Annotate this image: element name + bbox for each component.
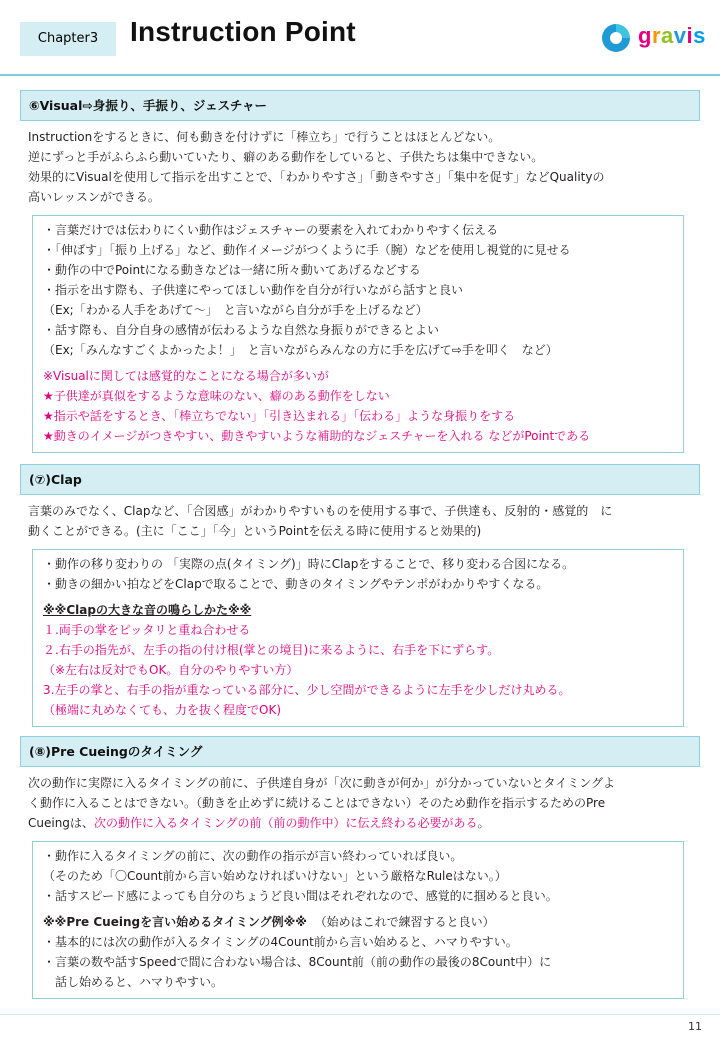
bullet-line: （そのため「〇Count前から言い始めなければいけない」という厳格なRuleはない。） [43,869,507,883]
section-heading: (⑧)Pre Cueingのタイミング [20,736,700,766]
section-clap [20,464,700,727]
page-header [0,0,720,76]
bullet-line: ・動作の中でPointになる動きなどは一緒に所々動いてあげるなどする [43,263,421,277]
note-line: ★指示や話をするとき、「棒立ちでない」「引き込まれる」「伝わる」ような身振りをする [43,409,516,423]
bullet-line: 話し始めると、ハマりやすい。 [43,975,224,989]
box-subheading: ※※Clapの大きな音の鳴らしかた※※ [43,603,252,617]
bullet-line: ・動作に入るタイミングの前に、次の動作の指示が言い終わっていれば良い。 [43,849,463,863]
section-body [20,120,700,453]
section-visual [20,90,700,453]
box-subheading [43,912,673,932]
section-body [20,494,700,727]
intro-line: 逆にずっと手がふらふら動いていたり、癖のある動作をしていると、子供たちは集中できない。 [28,150,544,164]
bullet-line: ・言葉だけでは伝わりにくい動作はジェスチャーの要素を入れてわかりやすく伝える [43,223,499,237]
subheading-note: （始めはこれで練習すると良い） [314,915,495,929]
section-pre-cueing [20,736,700,999]
page-number: 11 [688,1020,702,1033]
section-body [20,766,700,999]
intro-line: 効果的にVisualを使用して指示を出すことで、「わかりやすさ」「動きやすさ」「集中を促す」などQualityの [28,170,605,184]
logo-wordmark: gravis [638,23,706,48]
logo-swirl-icon [598,20,634,56]
intro-line: 動くことができる。(主に「ここ」「今」というPointを伝える時に使用すると効果的) [28,524,482,538]
bullet-line: ・動作の移り変わりの 「実際の点(タイミング)」時にClapをすることで、移り変わる合図になる。 [43,557,575,571]
points-box [32,841,684,999]
note-line: ※Visualに関しては感覚的なことになる場合が多いが [43,369,329,383]
bullet-line: ・動きの細かい拍などをClapで取ることで、動きのタイミングやテンポがわかりやすくなる。 [43,577,549,591]
note-line: ★動きのイメージがつきやすい、動きやすいような補助的なジェスチャーを入れる などがPointである [43,429,591,443]
chapter-badge: Chapter3 [20,22,116,56]
header-divider [0,74,720,76]
section-heading: ⑥Visual⇨身振り、手振り、ジェスチャー [20,90,700,120]
section-heading: (⑦)Clap [20,464,700,494]
step-line: （極端に丸めなくても、力を抜く程度でOK) [43,703,281,717]
intro-text: 。 [477,816,490,830]
intro-highlight: 次の動作に入るタイミングの前（前の動作中）に伝え終わる必要がある [93,816,478,830]
footer-divider [0,1014,720,1015]
bullet-line: ・「伸ばす」「振り上げる」など、動作イメージがつくように手（腕）などを使用し視覚的に見せる [43,243,571,257]
intro-line: く動作に入ることはできない。（動きを止めずに続けることはできない）そのため動作を指示するためのPre [28,796,606,810]
bullet-line: ・基本的には次の動作が入るタイミングの4Count前から言い始めると、ハマりやすい。 [43,935,518,949]
intro-line: Instructionをするときに、何も動きを付けずに「棒立ち」で行うことはほとんどない。 [28,130,501,144]
bullet-line: ・指示を出す際も、子供達にやってほしい動作を自分が行いながら話すと良い [43,283,464,297]
intro-line [28,813,692,833]
intro-text: Cueingは、 [28,816,94,830]
points-box [32,215,684,453]
subheading-bold: ※※Pre Cueingを言い始めるタイミング例※※ [43,915,307,929]
bullet-line: ・話すスピード感によっても自分のちょうど良い間はそれぞれなので、感覚的に掴めると良い。 [43,889,558,903]
bullet-line: ・話す際も、自分自身の感情が伝わるような自然な身振りができるとよい [43,323,440,337]
intro-line: 言葉のみでなく、Clapなど、「合図感」がわかりやすいものを使用する事で、子供達も、反射的・感覚的 に [28,504,613,518]
step-line: １.両手の掌をピッタリと重ね合わせる [43,623,251,637]
points-box [32,549,684,727]
step-line: （※左右は反対でもOK。自分のやりやすい方） [43,663,299,677]
bullet-line: （Ex;「みんなすごくよかったよ！」 と言いながらみんなの方に手を広げて⇨手を叩く など） [43,343,558,357]
intro-line: 高いレッスンができる。 [28,190,160,204]
page-title: Instruction Point [130,16,356,47]
step-line: 3.左手の掌と、右手の指が重なっている部分に、少し空間ができるように左手を少しだけ丸める。 [43,683,571,697]
gravis-logo [598,20,708,56]
bullet-line: ・言葉の数や話すSpeedで間に合わない場合は、8Count前（前の動作の最後の8Count中）に [43,955,552,969]
step-line: ２.右手の指先が、左手の指の付け根(掌との境目)に来るように、右手を下にずらす。 [43,643,500,657]
intro-line: 次の動作に実際に入るタイミングの前に、子供達自身が「次に動きが何か」が分かっていないとタイミングよ [28,776,616,790]
bullet-line: （Ex;「わかる人手をあげて～」 と言いながら自分が手を上げるなど） [43,303,428,317]
note-line: ★子供達が真似をするような意味のない、癖のある動作をしない [43,389,390,403]
